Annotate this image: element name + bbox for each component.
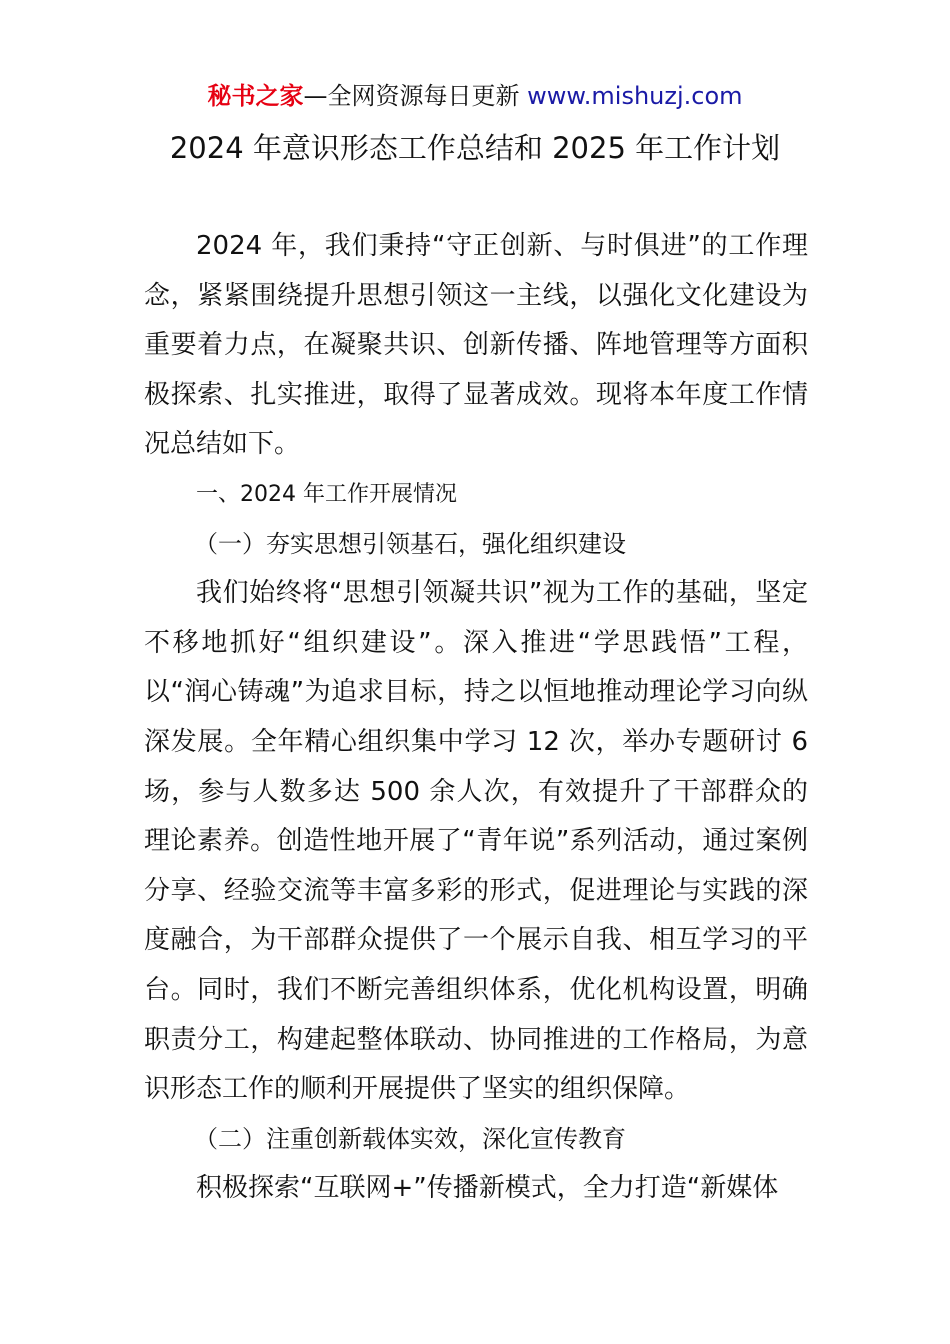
brand-name: 秘书之家 bbox=[207, 82, 304, 110]
section-heading: 一、2024 年工作开展情况 bbox=[196, 481, 457, 507]
header-slogan: —全网资源每日更新 bbox=[303, 82, 528, 110]
document-body bbox=[144, 222, 808, 1214]
subsection-heading: （二）注重创新载体实效，深化宣传教育 bbox=[194, 1124, 626, 1153]
subsection-heading: （一）夯实思想引领基石，强化组织建设 bbox=[194, 529, 626, 558]
site-url[interactable]: www.mishuzj.com bbox=[527, 82, 743, 110]
body-paragraph: 积极探索“互联网+”传播新模式，全力打造“新媒体 bbox=[196, 1173, 779, 1204]
intro-paragraph: 2024 年，我们秉持“守正创新、与时俱进”的工作理念，紧紧围绕提升思想引领这一主线，以强化文化建设为重要着力点，在凝聚共识、创新传播、阵地管理等方面积极探索、扎实推进，取得了显著成效。现将本年度工作情况总结如下。 bbox=[144, 231, 808, 460]
document-title: 2024 年意识形态工作总结和 2025 年工作计划 bbox=[169, 131, 781, 165]
body-paragraph: 我们始终将“思想引领凝共识”视为工作的基础，坚定不移地抓好“组织建设”。深入推进“学思践悟”工程，以“润心铸魂”为追求目标，持之以恒地推动理论学习向纵深发展。全年精心组织集中学习 12 次，举办专题研讨 6 场，参与人数多达 500 余人次，有效提升了干部群众的理论素养。创造性地开展了“青年说”系列活动，通过案例分享、经验交流等丰富多彩的形式，促进理论与实践的深度融合，为干部群众提供了一个展示自我、相互学习的平台。同时，我们不断完善组织体系，优化机构设置，明确职责分工，构建起整体联动、协同推进的工作格局，为意识形态工作的顺利开展提供了坚实的组织保障。 bbox=[144, 578, 808, 1105]
site-header bbox=[0, 78, 950, 114]
